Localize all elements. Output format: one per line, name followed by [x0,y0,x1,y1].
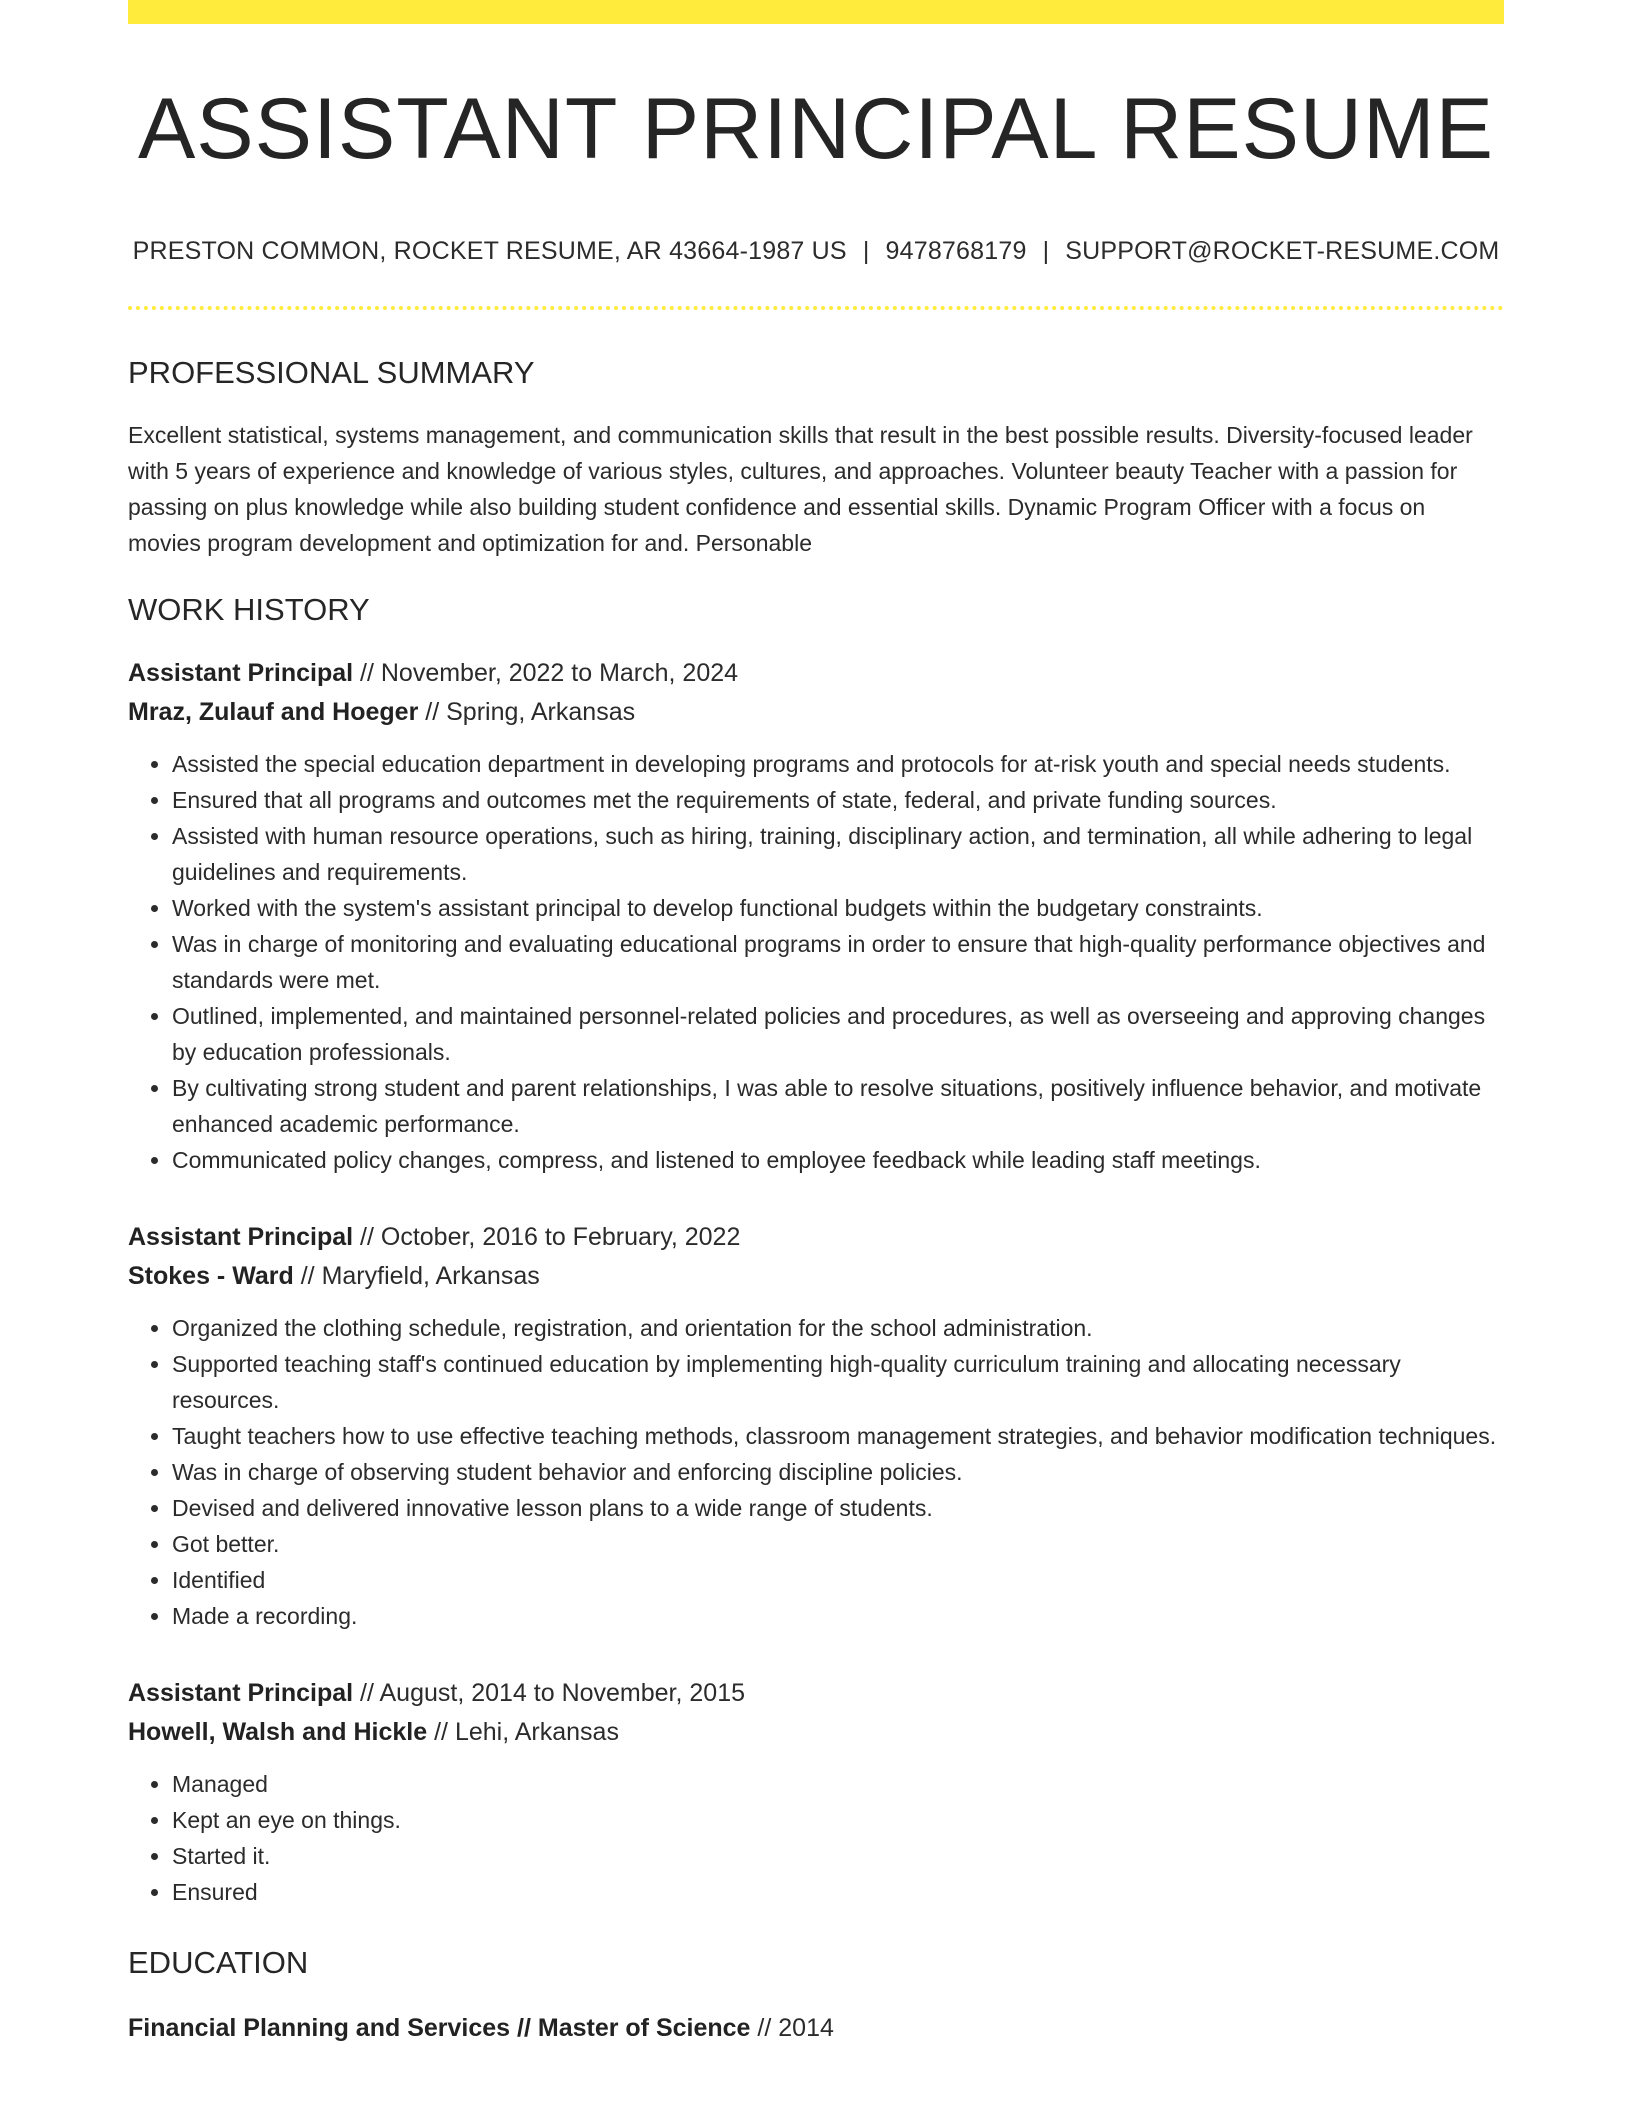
job-bullet: • Was in charge of monitoring and evaluating educational programs in order to ensure that high-quality performance objectives and standards were met. [172,926,1504,998]
top-accent-bar [128,0,1504,24]
job-bullet: • Started it. [172,1838,1504,1874]
job-bullet: • Taught teachers how to use effective teaching methods, classroom management strategies, and behavior modification techniques. [172,1418,1504,1454]
job-bullet-list [128,1310,1504,1634]
job-title-line [128,1218,1504,1257]
job-title: Assistant Principal [128,1678,354,1707]
contact-separator: | [1042,236,1050,265]
education-separator: // [750,2014,779,2043]
job-dates: August, 2014 to November, 2015 [379,1678,746,1707]
job-bullet: • Assisted the special education department in developing programs and protocols for at-risk youth and special needs students. [172,746,1504,782]
job-bullet: • Ensured that all programs and outcomes met the requirements of state, federal, and private funding sources. [172,782,1504,818]
job-bullet: • Worked with the system's assistant principal to develop functional budgets within the budgetary constraints. [172,890,1504,926]
job-bullet: • Managed [172,1766,1504,1802]
contact-phone: 9478768179 [885,236,1027,265]
job-dates: November, 2022 to March, 2024 [380,658,739,687]
education-heading: EDUCATION [128,1944,309,1980]
contact-separator: | [862,236,870,265]
education-separator: // [510,2014,538,2043]
summary-heading: PROFESSIONAL SUMMARY [128,354,535,390]
job-bullet: • Communicated policy changes, compress, and listened to employee feedback while leading staff meetings. [172,1142,1504,1178]
job-title-line [128,654,1504,693]
education-year: 2014 [778,2014,834,2043]
job-separator: // [293,1261,322,1290]
contact-email: SUPPORT@ROCKET-RESUME.COM [1065,236,1500,265]
job-location: Lehi, Arkansas [454,1717,619,1746]
job-bullet: • Devised and delivered innovative lesson plans to a wide range of students. [172,1490,1504,1526]
job-bullet: • Kept an eye on things. [172,1802,1504,1838]
work-history-heading: WORK HISTORY [128,591,370,627]
education-degree: Master of Science [537,2014,751,2043]
resume-title: ASSISTANT PRINCIPAL RESUME [137,81,1495,177]
job-bullet-list [128,1766,1504,1910]
job-title: Assistant Principal [128,658,354,687]
job-bullet: • Assisted with human resource operations, such as hiring, training, disciplinary action, and termination, all while adhering to legal guidelines and requirements. [172,818,1504,890]
job-company: Mraz, Zulauf and Hoeger [128,697,419,726]
job-bullet: • Was in charge of observing student behavior and enforcing discipline policies. [172,1454,1504,1490]
contact-address: PRESTON COMMON, ROCKET RESUME, AR 43664-1987 US [132,236,847,265]
job-bullet-list [128,746,1504,1178]
resume-page [128,0,1504,2048]
education-field: Financial Planning and Services [128,2014,511,2043]
job-bullet: • By cultivating strong student and parent relationships, I was able to resolve situations, positively influence behavior, and motivate enhanced academic performance. [172,1070,1504,1142]
job-title-line [128,1674,1504,1713]
job-title: Assistant Principal [128,1222,354,1251]
header-divider [128,306,1504,310]
job-entry [128,1674,1504,1910]
job-bullet: • Supported teaching staff's continued education by implementing high-quality curriculum training and allocating necessary resources. [172,1346,1504,1418]
job-separator: // [353,1222,381,1251]
job-bullet: • Organized the clothing schedule, registration, and orientation for the school administration. [172,1310,1504,1346]
job-company: Howell, Walsh and Hickle [128,1717,428,1746]
job-company-line [128,1713,1504,1752]
job-entry [128,654,1504,1178]
job-company-line [128,693,1504,732]
job-company: Stokes - Ward [128,1261,294,1290]
job-location: Spring, Arkansas [446,697,636,726]
job-company-line [128,1257,1504,1296]
job-bullet: • Made a recording. [172,1598,1504,1634]
job-separator: // [353,658,381,687]
job-separator: // [353,1678,380,1707]
job-dates: October, 2016 to February, 2022 [380,1222,741,1251]
summary-text: Excellent statistical, systems management, and communication skills that result in the best possible results. Diversity-focused leader with 5 years of experience and knowledge of various styles, cultures, and approaches. Volunteer beauty Teacher with a passion for passing on plus knowledge while also building student confidence and essential skills. Dynamic Program Officer with a focus on movies program development and optimization for and. Personable [128,421,1473,556]
job-separator: // [418,697,447,726]
job-separator: // [427,1717,455,1746]
education-entry [128,2009,1504,2048]
job-location: Maryfield, Arkansas [321,1261,540,1290]
job-bullet: • Got better. [172,1526,1504,1562]
contact-line [128,237,1504,266]
work-history-list [128,654,1504,1910]
job-bullet: • Outlined, implemented, and maintained personnel-related policies and procedures, as well as overseeing and approving changes by education professionals. [172,998,1504,1070]
job-entry [128,1218,1504,1634]
job-bullet: • Ensured [172,1874,1504,1910]
job-bullet: • Identified [172,1562,1504,1598]
